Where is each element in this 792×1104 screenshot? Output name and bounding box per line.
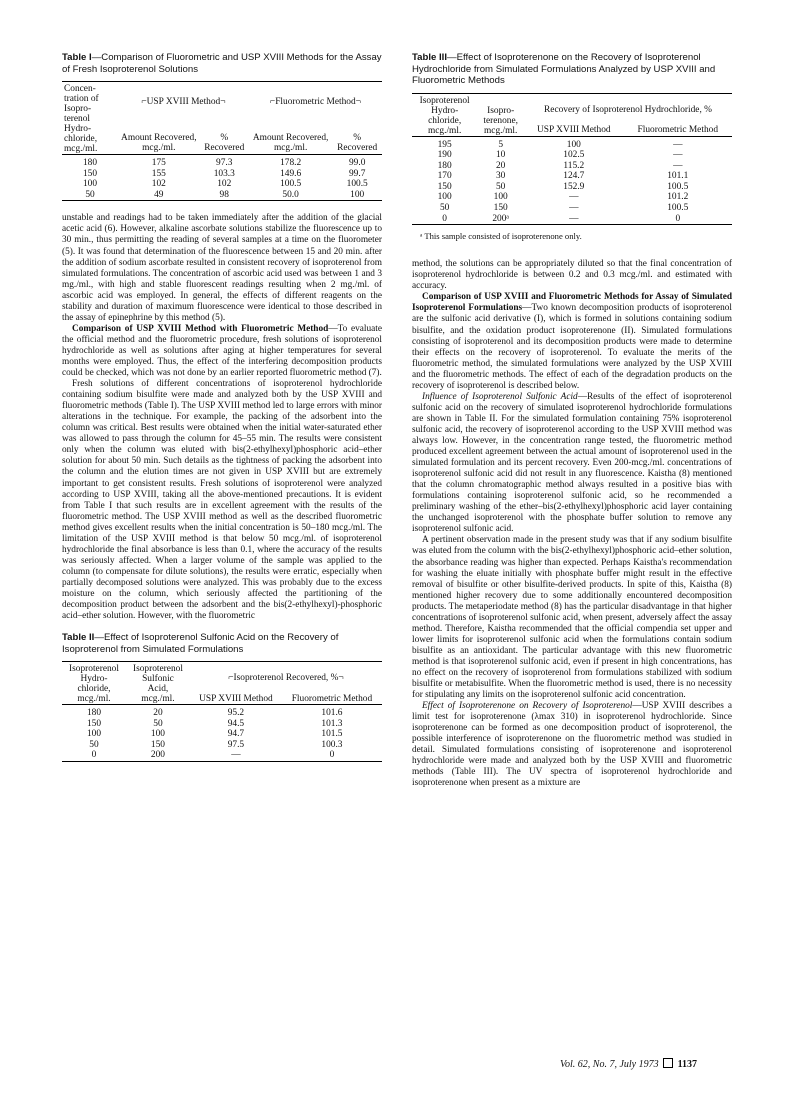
right-column (412, 52, 732, 790)
table1-cell: 98 (219, 189, 229, 200)
right-para-4: A pertinent observation made in the present study was that if any sodium bisulfite was eluted from the column with the bis(2-ethylhexyl)phosphoric acid–ether solution, the absorbance reading was higher than expected. Perhaps Kaistha's recommendation for washing the eluate initially with phosphate buffer might result in the effective removal of bisulfite or other bisulfite-derived products. In spite of this, Kaistha (8) mentioned higher recovery due to some additionally encountered decomposition products. The metaperiodate method (8) has the particular disadvantage in that higher concentrations of isoproterenol sulfonic acid, when present, adversely affect the assay method. Therefore, Kaistha recommended that the official compendia set upper and lower limits for isoproterenol sulfonic acid when the formulations contain sodium bisulfite as an antioxidant. The particular advantage with this new fluorometric method is that isoproterenol sulfonic acid, even if present in high concentrations, has no effect on the recovery of isoproterenol from formulations stabilized with sodium bisulfite or metabisulfite. When the fluorometric method is used, there is no necessity for stipulating any limits on the isoproterenol sulfonic acid concentration. (412, 535, 732, 701)
page-number: 1137 (677, 1059, 698, 1070)
table3-cell: 195 (437, 139, 452, 150)
right-para-5-body: —USP XVIII describes a limit test for isoproterenone (λmax 310) in isoproterenol hydrochloride. Since isoproterenone can be formed as one decomposition product of isoproterenol, the possible interference of isoproterenone on the fluorometric method was studied in detail. Simulated formulations consisting of isoproterenone and isoproterenol hydrochloride were made and analyzed both by the USP XVIII and fluorometric methods (Table III). The UV spectra of isoproterenol hydrochloride and isoproterenone when present as a mixture are (412, 701, 732, 789)
table1-row (62, 169, 382, 180)
right-para-1: method, the solutions can be appropriately diluted so that the final concentration of isoproterenol hydrochloride is between 0.2 and 0.3 mcg./ml. and estimated with accuracy. (412, 259, 732, 292)
right-para-2-body: —Two known decomposition products of isoproterenol are the sulfonic acid derivative (I), which is formed in solutions containing sodium bisulfite, and the oxidation product isoproterenone (II). Simulated formulations consisting of isoproterenol and its decomposition products were made to determine their effects on the recovery of isoproterenol. To evaluate the merits of the fluorometric method, the simulated formulations were analyzed by the USP XVIII and the fluorometric methods. The effect of each of the degradation products on the recovery of isoproterenol is described below. (412, 303, 732, 391)
table2-head-col1: Isoproterenol Hydro- chloride, mcg./ml. (68, 664, 119, 705)
table3-cell: — (673, 160, 683, 171)
table3-cell: 101.1 (667, 171, 689, 182)
table3-label: Table III (412, 52, 448, 63)
table2-caption-text: —Effect of Isoproterenol Sulfonic Acid on the Recovery of Isoproterenol from Simulated Formulations (62, 632, 339, 655)
table2-cell: 100 (150, 729, 165, 740)
table3-cell: 170 (437, 171, 452, 182)
table2-cell: 94.7 (227, 729, 245, 740)
table2-cell: 0 (329, 750, 335, 761)
table1-sub-4: % Recovered (337, 132, 378, 154)
table2-cell: 101.6 (321, 708, 343, 719)
table1-cell: 49 (154, 189, 164, 200)
page-footer (560, 1058, 697, 1070)
left-para-2-body: —To evaluate the official method and the fluorometric procedure, fresh solutions of isoproterenol hydrochloride as well as solutions after aging at higher temperatures for several months were employed. Thus, the effect of the interfering decomposition products could be checked, which was not done by an earlier reported fluorometric method (7). (62, 323, 382, 379)
table2-cell: 100 (86, 729, 102, 740)
table3-cell: 152.9 (563, 181, 585, 192)
table3-cell: 180 (437, 160, 452, 171)
left-para-1: unstable and readings had to be taken immediately after the addition of the glacial acetic acid (6). However, alkaline ascorbate solutions stabilize the fluorescence up to 30 min., thus permitting the reading of several samples at a time on the fluorometer (5). It was found that determination of the fluorescence between 15 and 20 min. after the addition of sodium ascorbate resulted in consistent recovery of isoproterenol from simulated formulations. The concentration of ascorbic acid used was between 1 and 3 mg./ml., with high and stable fluorescent readings resulting when 2 mg./ml. of ascorbic acid was employed. In general, the effects of different reagents on the stability and duration of maximum fluorescence were identical to those described in the assay of epinephrine by this method (5). (62, 213, 382, 323)
table2-cell: 180 (86, 708, 102, 719)
table1-cell: 178.2 (280, 158, 302, 168)
table1-cell: 150 (82, 168, 98, 179)
table3-group: Recovery of Isoproterenol Hydrochloride, % (544, 104, 712, 115)
table1-caption-text: —Comparison of Fluorometric and USP XVIII Methods for the Assay of Fresh Isoproterenol Solutions (62, 52, 382, 75)
table3-cell: 115.2 (563, 160, 585, 171)
right-para-2-heading: Comparison of USP XVIII and Fluorometric Methods for Assay of Simulated Isoproterenol Formulations (412, 292, 732, 314)
table2-row (62, 750, 382, 761)
table3-cell: 0 (442, 213, 447, 224)
table3-cell: — (569, 192, 579, 203)
right-para-3 (412, 392, 732, 536)
table1-cell: 99.7 (348, 168, 366, 179)
table2-cell: 20 (153, 708, 163, 719)
table2-head-col2: Isoproterenol Sulfonic Acid, mcg./ml. (132, 664, 183, 705)
table1-group-fluoro: ⌐Fluorometric Method¬ (269, 96, 361, 107)
table2-row (62, 740, 382, 751)
table1-label: Table I (62, 52, 92, 63)
right-para-5 (412, 701, 732, 789)
table3-cell: 150 (437, 181, 452, 192)
table3-row (412, 161, 732, 172)
left-para-3: Fresh solutions of different concentrations of isoproterenol hydrochloride containing sodium bisulfite were made and analyzed both by the USP XVIII and fluorometric methods (Table I). The USP XVIII method led to large errors with minor alterations in the technique. For example, the packing of the adsorbent into the column was critical. Best results were obtained when the initial water-saturated ether was allowed to pass through the column for 45–55 min. The results were consistent only when the column was eluted with bis(2-ethylhexyl)phosphoric acid–ether solution for about 50 min. Such details as the tightness of packing the adsorbent into the column and the elution times are not given in USP XVIII but are extremely important to get consistent results. Fresh solutions of isoproterenol were analyzed according to USP XVIII, taking all the above-mentioned precautions. It is evident from Table I that such results are in excellent agreement with the results of the fluorometric method. The USP XVIII method as well as the described fluorometric method gives excellent results when the initial concentration is 50–180 mcg./ml. The limitation of the USP XVIII method is that below 50 mcg./ml. of isoproterenol hydrochloride the final absorbance is less than 0.1, where the accuracy of the results was seriously affected. When a larger volume of the sample was applied to the column (to compensate for dilute solutions), the results were erratic, especially when partially decomposed solutions were analyzed. This was probably due to the excess moisture on the column, which seriously affected the partitioning of the decomposition product between the adsorbent and the bis(2-ethylhexyl)-phosphoric acid–ether solution. However, with the fluorometric (62, 379, 382, 622)
table3-cell: 100.5 (667, 203, 689, 214)
table1-head-col1: Concen- tration of Isopro- terenol Hydro- chloride, mcg./ml. (64, 84, 99, 154)
table3-head-col2: Isopro- terenone, mcg./ml. (483, 105, 518, 136)
table3-sub-1: USP XVIII Method (536, 124, 611, 135)
table3-cell: 20 (495, 160, 506, 171)
table3-row (412, 192, 732, 203)
table1-cell: 149.6 (280, 168, 302, 179)
table2-caption (62, 632, 382, 655)
table1-group-usp: ⌐USP XVIII Method¬ (141, 96, 226, 107)
table2-cell: 100.3 (321, 739, 343, 750)
table1-cell: 175 (151, 158, 166, 168)
left-column (62, 52, 382, 762)
table3-cell: 5 (498, 139, 503, 150)
table1-body (62, 158, 382, 201)
left-para-2-heading: Comparison of USP XVIII Method with Fluorometric Method (72, 323, 329, 334)
table2-cell: 101.5 (321, 729, 343, 740)
table3-cell: 190 (437, 150, 452, 161)
table1-cell: 180 (82, 158, 98, 168)
table3-row (412, 140, 732, 151)
table2-cell: 95.2 (227, 708, 245, 719)
table2-cell: 94.5 (227, 718, 245, 729)
table1-sub-1: Amount Recovered, mcg./ml. (121, 132, 197, 154)
table3-cell: — (673, 150, 683, 161)
table3-row (412, 150, 732, 161)
table2-label: Table II (62, 632, 95, 644)
table1-cell: 50.0 (282, 189, 299, 200)
table2-cell: 150 (86, 718, 102, 729)
table3-caption (412, 52, 732, 87)
table3-body (412, 140, 732, 225)
table1-sub-3: Amount Recovered, mcg./ml. (252, 132, 329, 154)
table3-cell: 102.5 (563, 150, 585, 161)
table2-row (62, 708, 382, 719)
right-para-3-body: —Results of the effect of isoproterenol sulfonic acid on the recovery of simulated isoproterenol hydrochloride formulations are shown in Table II. For the simulated formulation containing 75% isoproterenol sulfonic acid, the recovery of isoproterenol according to the USP XVIII method was always low. However, in the concentration range tested, the fluorometric method produced excellent agreement between the actual amount of isoproterenol used in the simulated formulation and its percent recovery. Even 200-mcg./ml. concentrations of isoproterenol sulfonic acid did not result in any fluorescence. Kaistha (8) mentioned that the column chromatographic method always resulted in a positive bias with formulations containing isoproterenol sulfonic acid, so he recommended a preliminary washing of the ether–bis(2-ethylhexyl)phosphoric acid layer containing the unchanged isoproterenol with the phosphate buffer solution to remove any isoproterenol sulfonic acid. (412, 391, 733, 535)
right-para-5-heading: Effect of Isoproterenone on Recovery of Isoproterenol (422, 701, 633, 712)
table2-row (62, 729, 382, 740)
table3-row (412, 171, 732, 182)
table3 (412, 93, 732, 226)
table1-cell: 50 (85, 189, 95, 200)
table3-cell: 50 (495, 181, 506, 192)
table3-cell: 200ᵃ (492, 213, 509, 224)
table1-cell: 155 (151, 168, 166, 179)
table3-cell: 150 (493, 203, 508, 214)
table3-footnote: ᵃ This sample consisted of isoproterenone only. (420, 231, 582, 242)
table1-cell: 99.0 (348, 158, 366, 168)
table3-row (412, 203, 732, 214)
table3-cell: 101.2 (667, 192, 689, 203)
table2-row (62, 719, 382, 730)
table2-cell: 50 (153, 718, 163, 729)
table1-cell: 102 (217, 179, 232, 190)
left-para-2 (62, 324, 382, 379)
table3-cell: — (569, 203, 579, 214)
table3-cell: 100 (493, 192, 508, 203)
table3-cell: 10 (495, 150, 506, 161)
table1-cell: 103.3 (213, 168, 235, 179)
table2-cell: 200 (150, 750, 165, 761)
table3-caption-text: —Effect of Isoproterenone on the Recovery of Isoproterenol Hydrochloride from Simulated Formulations Analyzed by USP XVIII and Fluorometric Methods (412, 52, 716, 86)
table3-sub-2: Fluorometric Method (637, 124, 719, 135)
table1-row (62, 179, 382, 190)
table2-cell: 150 (150, 739, 165, 750)
journal-citation: Vol. 62, No. 7, July 1973 (560, 1059, 659, 1070)
table2-sub-2: Fluorometric Method (291, 693, 373, 704)
table3-cell: 0 (675, 213, 681, 224)
table2-cell: — (231, 750, 241, 761)
table1-row (62, 158, 382, 169)
table1-sub-2: % Recovered (204, 132, 245, 154)
table1-cell: 100.5 (280, 179, 302, 190)
table3-cell: — (569, 213, 579, 224)
right-para-3-heading: Influence of Isoproterenol Sulfonic Acid (422, 391, 578, 402)
table3-cell: 124.7 (563, 171, 585, 182)
table1-cell: 100 (350, 189, 365, 200)
table1-row (62, 190, 382, 201)
box-glyph-icon (663, 1058, 673, 1068)
table2-body (62, 708, 382, 761)
table3-row (412, 214, 732, 225)
table3-cell: — (673, 139, 683, 150)
table2-sub-1: USP XVIII Method (199, 693, 273, 704)
table3-cell: 100 (437, 192, 452, 203)
table2-cell: 101.3 (321, 718, 343, 729)
table1-cell: 100 (82, 179, 98, 190)
table2-group: ⌐Isoproterenol Recovered, %¬ (228, 673, 344, 684)
table1 (62, 81, 382, 201)
table1-cell: 97.3 (216, 158, 233, 168)
table2-cell: 97.5 (227, 739, 245, 750)
right-para-2 (412, 292, 732, 391)
table2-cell: 0 (91, 750, 97, 761)
table2 (62, 661, 382, 762)
table3-cell: 100 (566, 139, 581, 150)
table3-cell: 30 (495, 171, 506, 182)
table1-cell: 102 (151, 179, 166, 190)
table2-cell: 50 (89, 739, 99, 750)
table3-head-col1: Isoproterenol Hydro- chloride, mcg./ml. (419, 95, 470, 136)
table1-cell: 100.5 (346, 179, 368, 190)
table1-caption (62, 52, 382, 75)
table3-cell: 100.5 (667, 181, 689, 192)
table3-row (412, 182, 732, 193)
table3-cell: 50 (439, 203, 450, 214)
